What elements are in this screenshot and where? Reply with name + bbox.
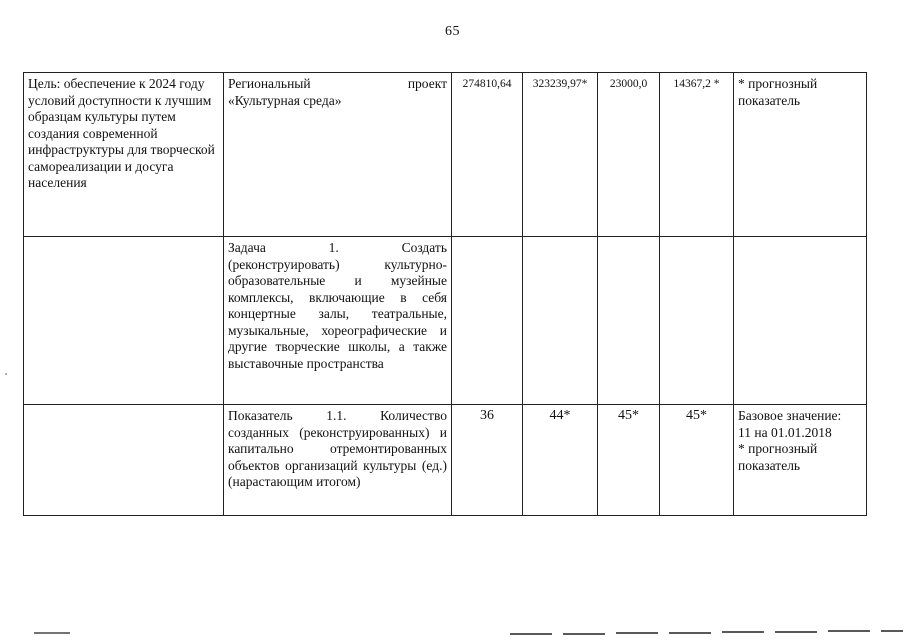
task-word-3: Создать: [401, 240, 447, 255]
task-text: (реконструировать) культурно-образовательные и музейные комплексы, включающие в себя концертные залы, театральные, музыкальные, хореографические и другие творческие школы, а также выставочные пространства: [228, 256, 447, 371]
indicator-value-3: 45*: [598, 405, 660, 516]
goal-value-2: 323239,97*: [523, 73, 598, 237]
indicator-note-line-2: 11 на 01.01.2018: [738, 424, 832, 440]
indicator-text: созданных (реконструированных) и капитально отремонтированных объектов организаций культуры (ед.) (нарастающим итогом): [228, 424, 447, 489]
goal-note: * прогнозный показатель: [734, 73, 867, 237]
task-word-2: 1.: [328, 240, 339, 255]
scan-dot: [5, 373, 7, 375]
indicator-word-3: Количество: [380, 408, 447, 423]
goal-value-4: 14367,2 *: [660, 73, 734, 237]
indicator-value-4: 45*: [660, 405, 734, 516]
task-word-1: Задача: [228, 240, 266, 255]
indicator-value-2: 44*: [523, 405, 598, 516]
goal-value-3: 23000,0: [598, 73, 660, 237]
page-number: 65: [445, 24, 460, 39]
indicator-word-2: 1.1.: [326, 408, 347, 423]
indicator-value-1: 36: [452, 405, 523, 516]
project-name: «Культурная среда»: [228, 92, 342, 108]
goal-cell: Цель: обеспечение к 2024 году условий доступности к лучшим образцам культуры путем создания современной инфраструктуры для творческой самореализации и досуга населения: [24, 73, 224, 237]
goal-value-1: 274810,64: [452, 73, 523, 237]
scan-dashes-right: [510, 631, 903, 634]
project-word-2: проект: [407, 76, 447, 91]
indicator-note-line-1: Базовое значение:: [738, 408, 842, 423]
project-word-1: Региональный: [228, 76, 311, 91]
indicator-word-1: Показатель: [228, 408, 293, 423]
indicator-note-line-3: * прогнозный показатель: [738, 441, 818, 473]
